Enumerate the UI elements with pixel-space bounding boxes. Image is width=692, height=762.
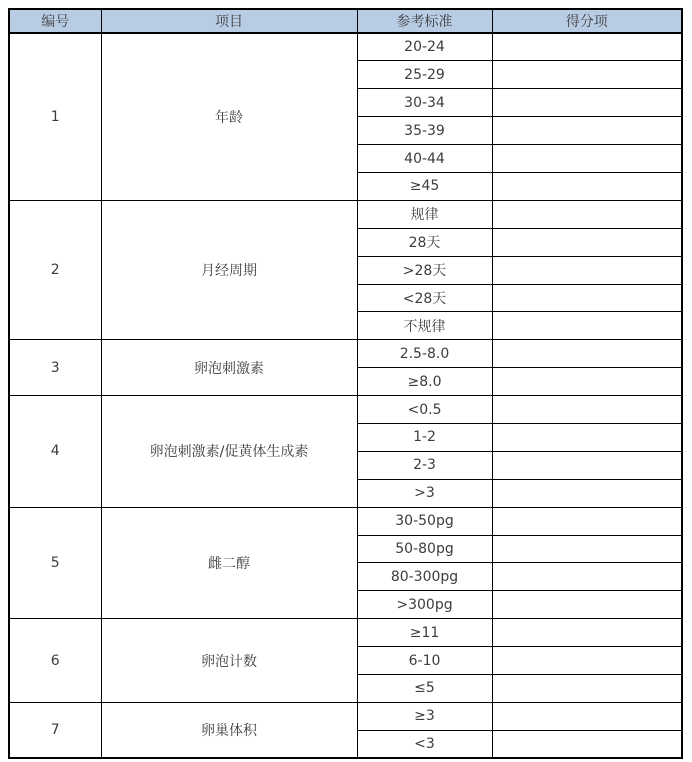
row-number-cell: 7: [9, 702, 101, 758]
score-cell: [492, 33, 682, 61]
standard-cell: 50-80pg: [357, 535, 492, 563]
standard-cell: 30-34: [357, 89, 492, 117]
score-cell: [492, 61, 682, 89]
standard-cell: >300pg: [357, 591, 492, 619]
standard-cell: 80-300pg: [357, 563, 492, 591]
score-cell: [492, 312, 682, 340]
standard-cell: 6-10: [357, 647, 492, 675]
score-cell: [492, 674, 682, 702]
score-cell: [492, 284, 682, 312]
scoring-table: [8, 8, 683, 759]
standard-cell: <0.5: [357, 396, 492, 424]
standard-cell: 1-2: [357, 423, 492, 451]
score-cell: [492, 145, 682, 173]
standard-cell: 28天: [357, 228, 492, 256]
row-number-cell: 1: [9, 33, 101, 200]
score-cell: [492, 730, 682, 758]
score-cell: [492, 563, 682, 591]
score-cell: [492, 368, 682, 396]
item-cell: 年龄: [101, 33, 357, 200]
score-cell: [492, 256, 682, 284]
table-row: [9, 619, 682, 647]
row-number-cell: 2: [9, 200, 101, 339]
item-cell: 卵泡计数: [101, 619, 357, 703]
standard-cell: ≥8.0: [357, 368, 492, 396]
score-cell: [492, 507, 682, 535]
standard-cell: ≥11: [357, 619, 492, 647]
standard-cell: 20-24: [357, 33, 492, 61]
table-row: [9, 33, 682, 61]
score-cell: [492, 451, 682, 479]
score-cell: [492, 228, 682, 256]
table-row: [9, 702, 682, 730]
table-row: [9, 340, 682, 368]
item-cell: 月经周期: [101, 200, 357, 339]
standard-cell: 2-3: [357, 451, 492, 479]
item-cell: 卵泡刺激素: [101, 340, 357, 396]
header-number: 编号: [9, 9, 101, 33]
table-header-row: [9, 9, 682, 33]
standard-cell: 40-44: [357, 145, 492, 173]
score-cell: [492, 535, 682, 563]
row-number-cell: 4: [9, 396, 101, 508]
standard-cell: 规律: [357, 200, 492, 228]
score-cell: [492, 89, 682, 117]
standard-cell: ≤5: [357, 674, 492, 702]
table-row: [9, 200, 682, 228]
item-cell: 卵泡刺激素/促黄体生成素: [101, 396, 357, 508]
score-cell: [492, 479, 682, 507]
score-cell: [492, 117, 682, 145]
row-number-cell: 5: [9, 507, 101, 619]
table-row: [9, 507, 682, 535]
score-cell: [492, 423, 682, 451]
item-cell: 卵巢体积: [101, 702, 357, 758]
header-score: 得分项: [492, 9, 682, 33]
score-cell: [492, 172, 682, 200]
item-cell: 雌二醇: [101, 507, 357, 619]
standard-cell: >3: [357, 479, 492, 507]
score-cell: [492, 647, 682, 675]
score-cell: [492, 619, 682, 647]
standard-cell: <28天: [357, 284, 492, 312]
row-number-cell: 3: [9, 340, 101, 396]
standard-cell: ≥3: [357, 702, 492, 730]
standard-cell: ≥45: [357, 172, 492, 200]
score-cell: [492, 702, 682, 730]
header-standard: 参考标准: [357, 9, 492, 33]
header-item: 项目: [101, 9, 357, 33]
standard-cell: 不规律: [357, 312, 492, 340]
table-row: [9, 396, 682, 424]
score-cell: [492, 591, 682, 619]
standard-cell: 35-39: [357, 117, 492, 145]
row-number-cell: 6: [9, 619, 101, 703]
standard-cell: 25-29: [357, 61, 492, 89]
standard-cell: <3: [357, 730, 492, 758]
score-cell: [492, 340, 682, 368]
standard-cell: 2.5-8.0: [357, 340, 492, 368]
standard-cell: 30-50pg: [357, 507, 492, 535]
score-cell: [492, 396, 682, 424]
score-cell: [492, 200, 682, 228]
standard-cell: >28天: [357, 256, 492, 284]
